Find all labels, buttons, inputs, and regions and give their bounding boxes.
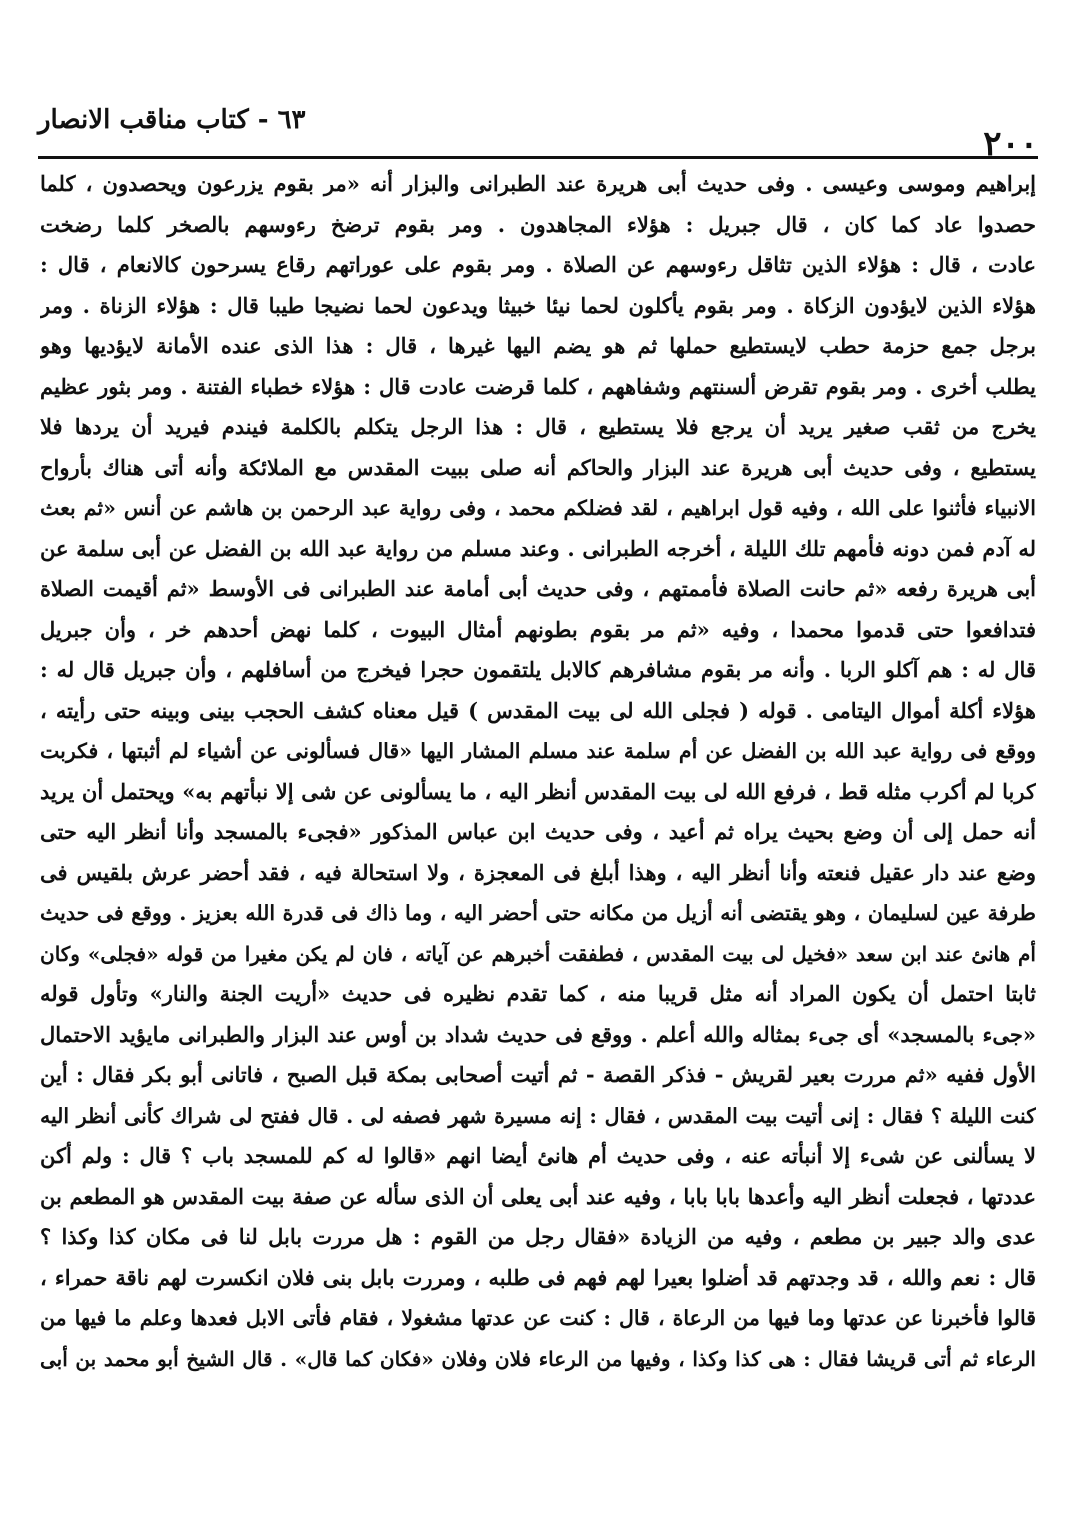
text-line: كربا لم أكرب مثله قط ، فرفع الله لى بيت المقدس أنظر اليه ، ما يسألونى عن شى إلا نبأتهم به» ويحتمل أن يريد [40, 778, 1036, 804]
text-line: كنت الليلة ؟ فقال : إنى أتيت بيت المقدس ، فقال : إنه مسيرة شهر فصفه لى . قال ففتح لى شراك كأنى أنظر اليه [40, 1103, 1036, 1128]
header-rule [38, 156, 1038, 159]
text-line: الانبياء فأثنوا على الله ، وفيه قول ابراهيم ، لقد فضلكم محمد ، وفى رواية عبد الرحمن بن هاشم عن أنس «ثم بعث [40, 496, 1036, 520]
text-line: «جىء بالمسجد» أى جىء بمثاله والله أعلم . ووقع فى حديث شداد بن أوس عند البزار والطبرانى مايؤيد الاحتمال [40, 1021, 1036, 1047]
text-line: برجل جمع حزمة حطب لايستطيع حملها ثم هو يضم اليها غيرها ، قال : هذا الذى عنده الأمانة لايؤديها وهو [40, 333, 1036, 358]
text-line: أنه حمل إلى أن وضع بحيث يراه ثم أعيد ، وفى حديث ابن عباس المذكور «فجىء بالمسجد وأنا أنظر اليه حتى [40, 819, 1036, 844]
text-line: يطلب أخرى . ومر بقوم تقرض ألسنتهم وشفاههم ، كلما قرضت عادت قال : هؤلاء خطباء الفتنة . ومر بثور عظيم [40, 373, 1036, 399]
page-header [38, 96, 1038, 164]
text-line: طرفة عين لسليمان ، وهو يقتضى أنه أزيل من مكانه حتى أحضر اليه ، وما ذاك فى قدرة الله بعزيز . ووقع فى حديث [40, 901, 1036, 925]
text-line: أم هانئ عند ابن سعد «فخيل لى بيت المقدس ، فطفقت أخبرهم عن آياته ، فان لم يكن مغيرا من قوله «فجلى» وكان [40, 941, 1036, 966]
text-line: هؤلاء الذين لايؤدون الزكاة . ومر بقوم يأكلون لحما نيئا خبيثا ويدعون لحما نضيجا طيبا قال : هؤلاء الزناة . ومر [40, 292, 1036, 318]
text-line: أبى هريرة رفعه «ثم حانت الصلاة فأممتهم ، وفى حديث أبى أمامة عند الطبرانى فى الأوسط «ثم أقيمت الصلاة [40, 576, 1036, 601]
text-line: يخرج من ثقب صغير يريد أن يرجع فلا يستطيع ، قال : هذا الرجل يتكلم بالكلمة فيندم فيريد أن يردها فلا [40, 414, 1036, 439]
running-title: ٦٣ - كتاب مناقب الانصار [38, 105, 306, 135]
text-line: ووقع فى رواية عبد الله بن الفضل عن أم سلمة عند مسلم المشار اليها «قال فسألونى عن أشياء لم أثبتها ، فكربت [40, 739, 1036, 763]
text-line: الأول ففيه «ثم مررت بعير لقريش - فذكر القصة - ثم أتيت أصحابى بمكة قبل الصبح ، فاتانى أبو بكر فقال : أين [40, 1062, 1036, 1087]
text-line: ثابتا احتمل أن يكون المراد أنه مثل قريبا منه ، كما تقدم نظيره فى حديث «أريت الجنة والنار» وتأول قوله [40, 981, 1036, 1006]
text-line: عادت ، قال : هؤلاء الذين تثاقل رءوسهم عن الصلاة . ومر بقوم على عوراتهم رقاع يسرحون كالانعام ، قال : [40, 252, 1036, 277]
text-line: له آدم فمن دونه فأمهم تلك الليلة ، أخرجه الطبرانى . وعند مسلم من رواية عبد الله بن الفضل عن أبى سلمة عن [40, 535, 1036, 561]
text-line: وضع عند دار عقيل فنعته وأنا أنظر اليه ، وهذا أبلغ فى المعجزة ، ولا استحالة فيه ، فقد أحضر عرش بلقيس فى [40, 859, 1036, 885]
text-line: عدى والد جبير بن مطعم ، وفيه من الزيادة «فقال رجل من القوم : هل مررت بابل لنا فى مكان كذا وكذا ؟ [40, 1224, 1036, 1249]
text-line: فتدافعوا حتى قدموا محمدا ، وفيه «ثم مر بقوم بطونهم أمثال البيوت ، كلما نهض أحدهم خر ، وأن جبريل [40, 616, 1036, 642]
text-line: إبراهيم وموسى وعيسى . وفى حديث أبى هريرة عند الطبرانى والبزار أنه «مر بقوم يزرعون ويحصدون ، كلما [40, 171, 1036, 196]
text-line: قال له : هم آكلو الربا . وأنه مر بقوم مشافرهم كالابل يلتقمون حجرا فيخرج من أسافلهم ، وأن جبريل قال له : [40, 657, 1036, 682]
body-text [40, 164, 1036, 1504]
text-line: قال : نعم والله ، قد وجدتهم قد أضلوا بعيرا لهم فهم فى طلبه ، ومررت بابل بنى فلان انكسرت لهم ناقة حمراء ، [40, 1264, 1036, 1290]
text-line: حصدوا عاد كما كان ، قال جبريل : هؤلاء المجاهدون . ومر بقوم ترضخ رءوسهم بالصخر كلما رضخت [40, 211, 1036, 237]
text-line: لا يسألنى عن شىء إلا أنبأته عنه ، وفى حديث أم هانئ أيضا انهم «قالوا له كم للمسجد باب ؟ قال : ولم أكن [40, 1143, 1036, 1168]
page-number: ٢٠٠ [983, 124, 1038, 164]
text-line: هؤلاء أكلة أموال اليتامى . قوله ( فجلى الله لى بيت المقدس ) قيل معناه كشف الحجب بينى وبينه حتى رأيته ، [40, 697, 1036, 723]
text-line: عددتها ، فجعلت أنظر اليه وأعدها بابا بابا ، وفيه عند أبى يعلى أن الذى سأله عن صفة بيت المقدس هو المطعم بن [40, 1183, 1036, 1209]
text-line: قالوا فأخبرنا عن عدتها وما فيها من الرعاة ، قال : كنت عن عدتها مشغولا ، فقام فأتى الابل فعدها وعلم ما فيها من [40, 1306, 1036, 1330]
text-line: الرعاء ثم أتى قريشا فقال : هى كذا وكذا ، وفيها من الرعاء فلان وفلان «فكان كما قال» . قال الشيخ أبو محمد بن أبى [40, 1346, 1036, 1371]
text-line: يستطيع ، وفى حديث أبى هريرة عند البزار والحاكم أنه صلى ببيت المقدس مع الملائكة وأنه أتى هناك بأرواح [40, 454, 1036, 480]
